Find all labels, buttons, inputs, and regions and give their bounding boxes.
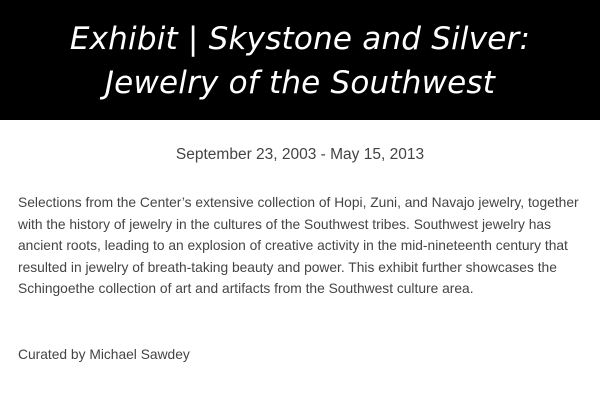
- exhibit-dates: September 23, 2003 - May 15, 2013: [175, 146, 425, 163]
- title-banner: [0, 0, 600, 120]
- exhibit-curator: Curated by Michael Sawdey: [18, 347, 190, 362]
- page-title-line-1: Exhibit | Skystone and Silver:: [69, 21, 531, 57]
- exhibit-description: Selections from the Center’s extensive collection of Hopi, Zuni, and Navajo jewelry, together with the history of jewelry in the cultures of the Southwest tribes. Southwest jewelry has ancient roots, leading to an explosion of creative activity in the mid-nineteenth century that resulted in jewelry of breath-taking beauty and power. This exhibit further showcases the Schingoethe collection of art and artifacts from the Southwest culture area.: [18, 195, 579, 297]
- page-title-line-2: Jewelry of the Southwest: [104, 65, 496, 101]
